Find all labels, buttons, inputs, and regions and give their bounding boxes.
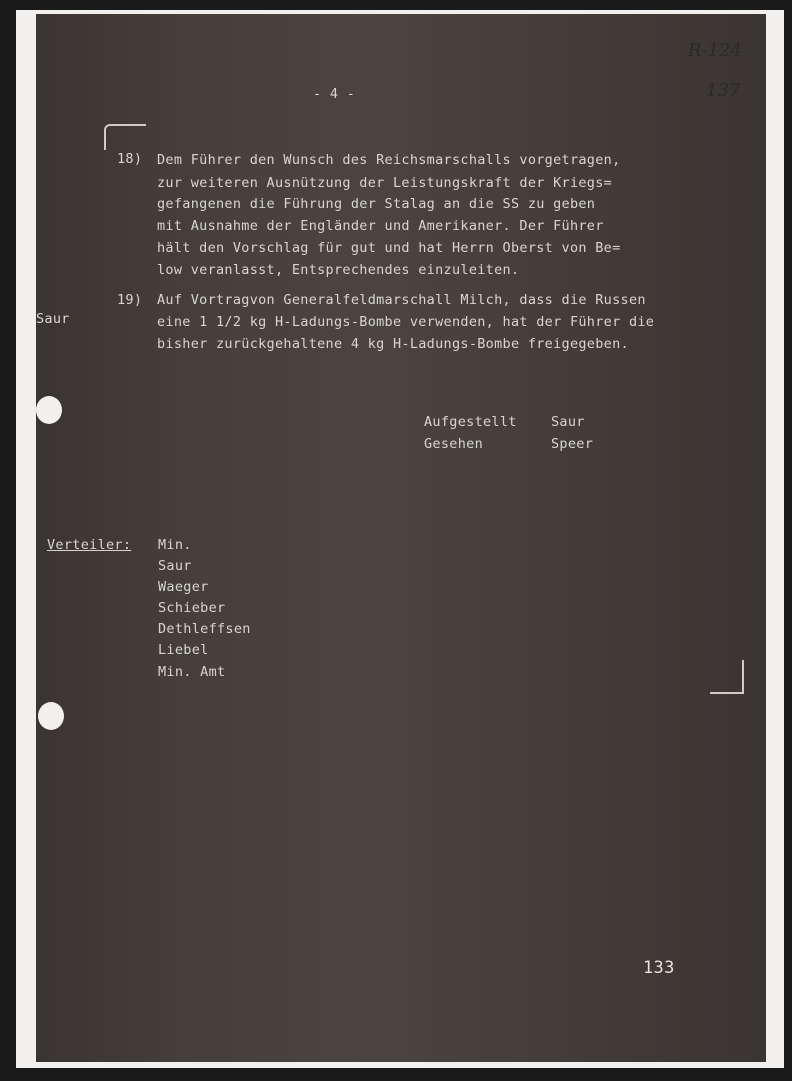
- signature-label: Aufgestellt: [424, 414, 517, 430]
- punch-hole-lower: [38, 702, 64, 730]
- bracket-mark-top: [104, 124, 146, 150]
- punch-hole-upper: [36, 396, 62, 424]
- handwritten-reference: R-124: [688, 40, 742, 61]
- handwritten-folio: 137: [706, 80, 741, 101]
- distribution-recipient: Dethleffsen: [158, 621, 251, 637]
- item-number: 19): [117, 292, 143, 308]
- bracket-mark-right: [710, 660, 744, 694]
- distribution-recipient: Schieber: [158, 600, 226, 616]
- item-line: low veranlasst, Entsprechendes einzuleiten.: [157, 262, 520, 278]
- item-line: eine 1 1/2 kg H-Ladungs-Bombe verwenden, hat der Führer die: [157, 314, 655, 330]
- stamp-number: 133: [643, 958, 675, 978]
- photostat-page: [36, 14, 766, 1062]
- distribution-recipient: Min.: [158, 537, 192, 553]
- margin-name: Saur: [36, 311, 70, 327]
- item-line: gefangenen die Führung der Stalag an die SS zu geben: [157, 196, 596, 212]
- signature-name: Speer: [551, 436, 594, 452]
- signature-label: Gesehen: [424, 436, 483, 452]
- item-line: bisher zurückgehaltene 4 kg H-Ladungs-Bombe freigegeben.: [157, 336, 629, 352]
- distribution-recipient: Min. Amt: [158, 664, 226, 680]
- item-line: Auf Vortragvon Generalfeldmarschall Milch, dass die Russen: [157, 292, 646, 308]
- distribution-recipient: Waeger: [158, 579, 209, 595]
- page-number: - 4 -: [313, 86, 356, 102]
- item-number: 18): [117, 151, 143, 167]
- item-line: hält den Vorschlag für gut und hat Herrn Oberst von Be=: [157, 240, 621, 256]
- distribution-label: Verteiler:: [47, 537, 132, 553]
- signature-name: Saur: [551, 414, 585, 430]
- distribution-recipient: Liebel: [158, 642, 209, 658]
- item-line: zur weiteren Ausnützung der Leistungskraft der Kriegs=: [157, 175, 613, 191]
- item-line: mit Ausnahme der Engländer und Amerikaner. Der Führer: [157, 218, 604, 234]
- distribution-recipient: Saur: [158, 558, 192, 574]
- item-line: Dem Führer den Wunsch des Reichsmarschalls vorgetragen,: [157, 152, 621, 168]
